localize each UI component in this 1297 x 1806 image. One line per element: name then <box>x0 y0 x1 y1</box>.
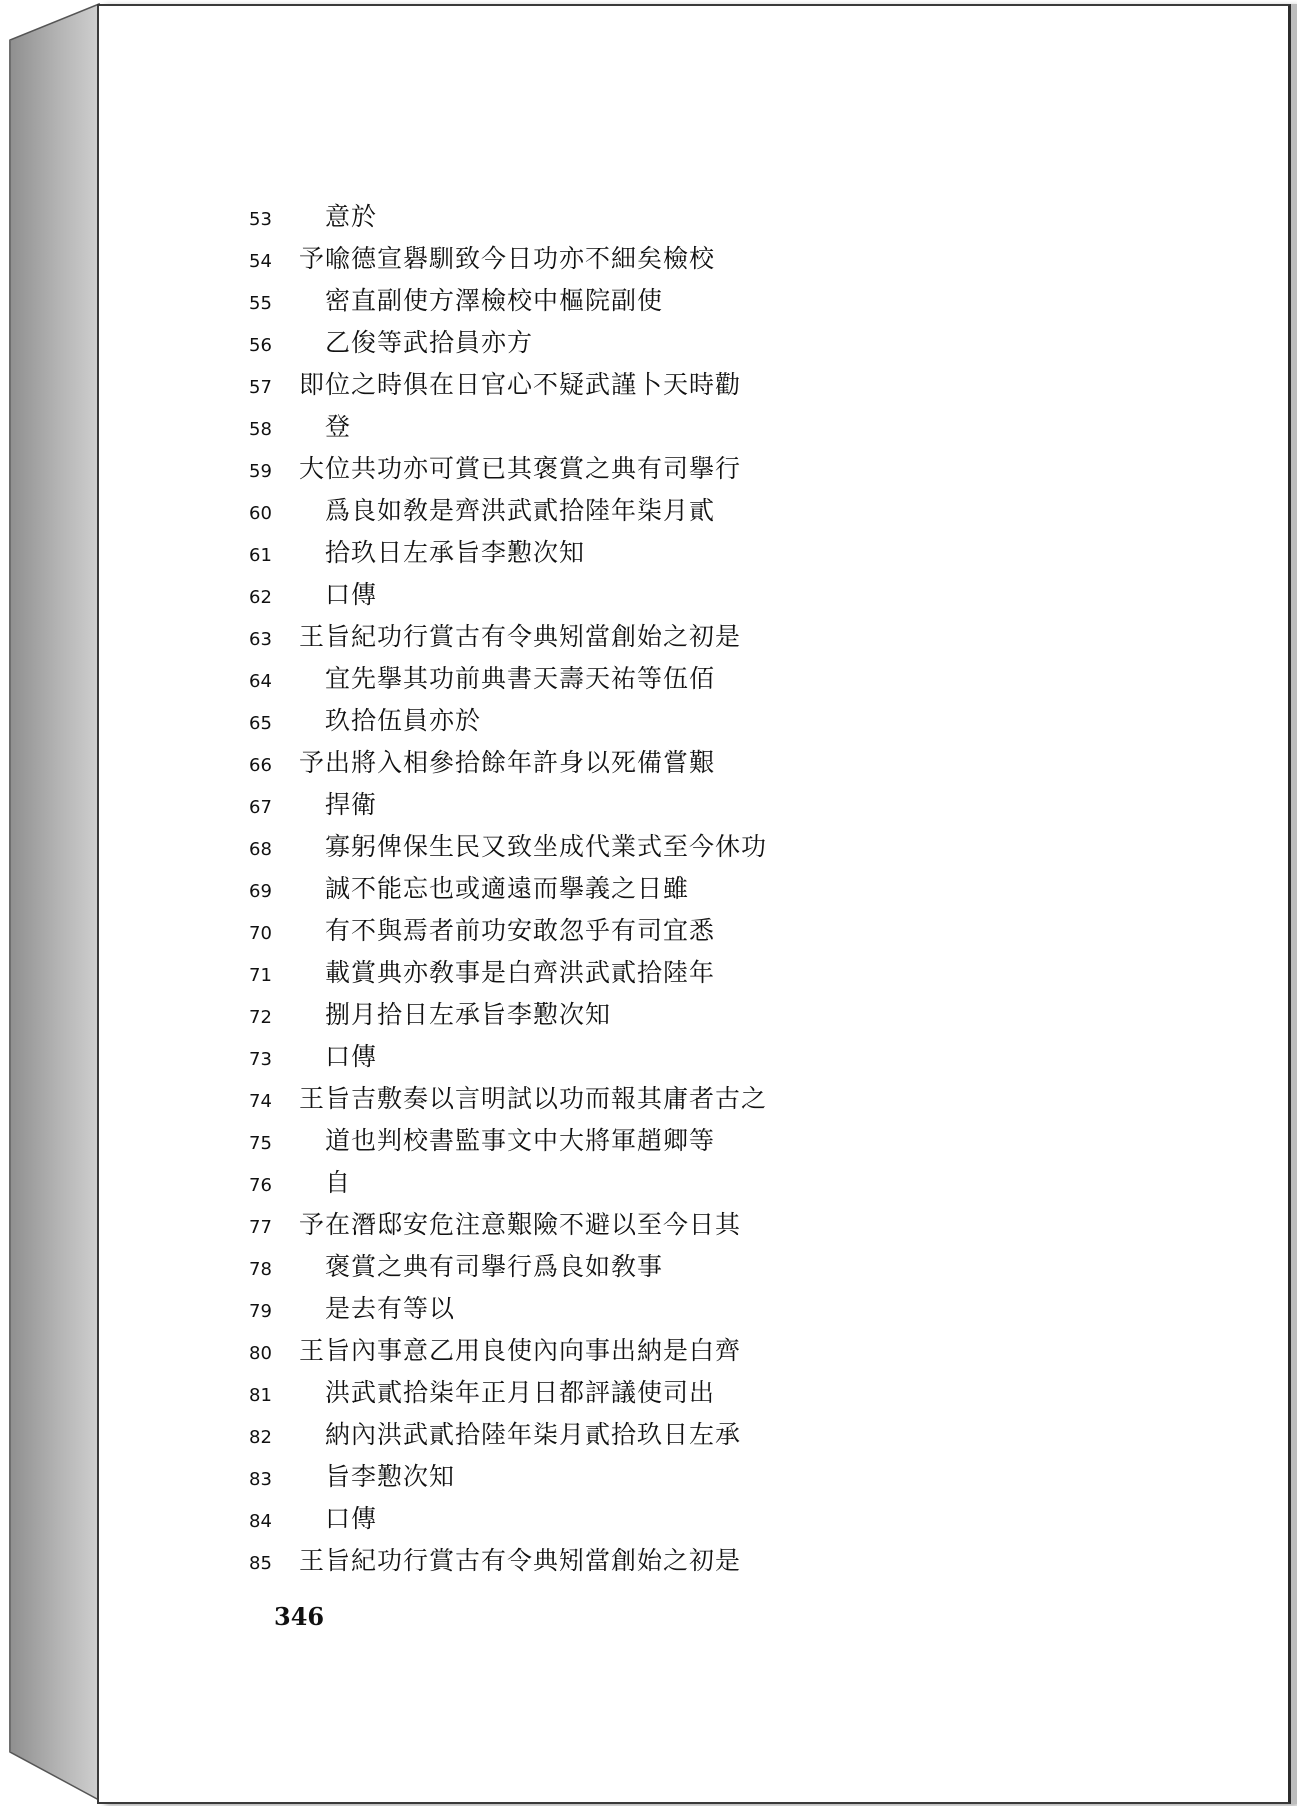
line-number: 72 <box>249 1007 272 1028</box>
line-number: 58 <box>249 419 272 440</box>
line-number: 53 <box>249 209 272 230</box>
line-text: 乙俊等武拾員亦方 <box>325 328 534 357</box>
text-line <box>249 1540 949 1582</box>
text-line <box>249 826 949 868</box>
line-text: 自 <box>325 1168 352 1197</box>
line-text: 褒賞之典有司擧行爲良如敎事 <box>325 1252 664 1281</box>
text-line <box>249 406 949 448</box>
line-number: 61 <box>249 545 272 566</box>
line-text: 拾玖日左承旨李懃次知 <box>325 538 586 567</box>
line-number: 57 <box>249 377 272 398</box>
text-line <box>249 322 949 364</box>
line-number: 75 <box>249 1133 272 1154</box>
text-line <box>249 196 949 238</box>
line-number: 64 <box>249 671 272 692</box>
line-number: 84 <box>249 1511 272 1532</box>
line-number: 68 <box>249 839 272 860</box>
line-text: 玖拾伍員亦於 <box>325 706 482 735</box>
line-text: 捌月拾日左承旨李懃次知 <box>325 1000 612 1029</box>
line-text: 王旨紀功行賞古有令典矧當創始之初是 <box>299 1546 742 1575</box>
line-number: 67 <box>249 797 272 818</box>
line-number: 83 <box>249 1469 272 1490</box>
line-number: 55 <box>249 293 272 314</box>
line-number: 54 <box>249 251 272 272</box>
text-line <box>249 1456 949 1498</box>
line-text: 納內洪武貳拾陸年柒月貳拾玖日左承 <box>325 1420 742 1449</box>
line-number: 59 <box>249 461 272 482</box>
line-text: 予在潛邸安危注意艱險不避以至今日其 <box>299 1210 742 1239</box>
line-text: 予出將入相參拾餘年許身以死備嘗艱 <box>299 748 716 777</box>
line-number: 71 <box>249 965 272 986</box>
line-number: 65 <box>249 713 272 734</box>
line-number: 73 <box>249 1049 272 1070</box>
line-number: 76 <box>249 1175 272 1196</box>
line-text: 是去有等以 <box>325 1294 456 1323</box>
text-line <box>249 490 949 532</box>
line-text: 登 <box>325 412 352 441</box>
text-line <box>249 364 949 406</box>
line-text: 密直副使方澤檢校中樞院副使 <box>325 286 664 315</box>
line-text: 道也判校書監事文中大將軍趙卿等 <box>325 1126 716 1155</box>
line-text: 旨李懃次知 <box>325 1462 456 1491</box>
line-number: 81 <box>249 1385 272 1406</box>
text-line <box>249 1414 949 1456</box>
text-line <box>249 994 949 1036</box>
page-number: 346 <box>274 1602 325 1631</box>
line-text: 載賞典亦敎事是白齊洪武貳拾陸年 <box>325 958 716 987</box>
text-line <box>249 448 949 490</box>
line-text: 洪武貳拾柒年正月日都評議使司出 <box>325 1378 716 1407</box>
line-text: 口傳 <box>325 1042 378 1071</box>
text-line <box>249 658 949 700</box>
line-number: 69 <box>249 881 272 902</box>
line-text: 大位共功亦可賞已其褒賞之典有司擧行 <box>299 454 742 483</box>
line-number: 77 <box>249 1217 272 1238</box>
line-number: 79 <box>249 1301 272 1322</box>
line-text: 口傳 <box>325 580 378 609</box>
line-number: 66 <box>249 755 272 776</box>
line-text: 意於 <box>325 202 378 231</box>
text-line <box>249 1246 949 1288</box>
line-number: 74 <box>249 1091 272 1112</box>
text-line <box>249 1498 949 1540</box>
line-text: 即位之時俱在日官心不疑武謹卜天時勸 <box>299 370 742 399</box>
text-line <box>249 952 949 994</box>
line-number: 80 <box>249 1343 272 1364</box>
document-page <box>97 4 1291 1804</box>
line-text: 予喩德宣礜馴致今日功亦不細矣檢校 <box>299 244 716 273</box>
line-text: 寡躬俾保生民又致坐成代業式至今休功 <box>325 832 768 861</box>
line-text: 捍衛 <box>325 790 378 819</box>
line-number: 60 <box>249 503 272 524</box>
text-lines <box>249 196 949 1582</box>
text-line <box>249 280 949 322</box>
line-number: 63 <box>249 629 272 650</box>
text-line <box>249 1288 949 1330</box>
text-line <box>249 868 949 910</box>
text-line <box>249 1330 949 1372</box>
line-number: 78 <box>249 1259 272 1280</box>
text-line <box>249 1204 949 1246</box>
line-number: 62 <box>249 587 272 608</box>
line-text: 王旨吉敷奏以言明試以功而報其庸者古之 <box>299 1084 768 1113</box>
text-line <box>249 1036 949 1078</box>
line-number: 85 <box>249 1553 272 1574</box>
text-line <box>249 574 949 616</box>
line-text: 有不與焉者前功安敢忽乎有司宜悉 <box>325 916 716 945</box>
text-line <box>249 742 949 784</box>
text-line <box>249 700 949 742</box>
text-line <box>249 1078 949 1120</box>
line-number: 56 <box>249 335 272 356</box>
text-line <box>249 1162 949 1204</box>
book-spine <box>0 0 100 1806</box>
line-text: 誠不能忘也或適遠而擧義之日雖 <box>325 874 690 903</box>
text-line <box>249 532 949 574</box>
line-text: 宜先擧其功前典書天壽天祐等伍佰 <box>325 664 716 693</box>
text-line <box>249 238 949 280</box>
text-line <box>249 910 949 952</box>
text-line <box>249 616 949 658</box>
line-number: 70 <box>249 923 272 944</box>
line-text: 口傳 <box>325 1504 378 1533</box>
line-text: 王旨內事意乙用良使內向事出納是白齊 <box>299 1336 742 1365</box>
text-line <box>249 784 949 826</box>
line-text: 爲良如敎是齊洪武貳拾陸年柒月貳 <box>325 496 716 525</box>
line-number: 82 <box>249 1427 272 1448</box>
text-line <box>249 1120 949 1162</box>
line-text: 王旨紀功行賞古有令典矧當創始之初是 <box>299 622 742 651</box>
text-line <box>249 1372 949 1414</box>
